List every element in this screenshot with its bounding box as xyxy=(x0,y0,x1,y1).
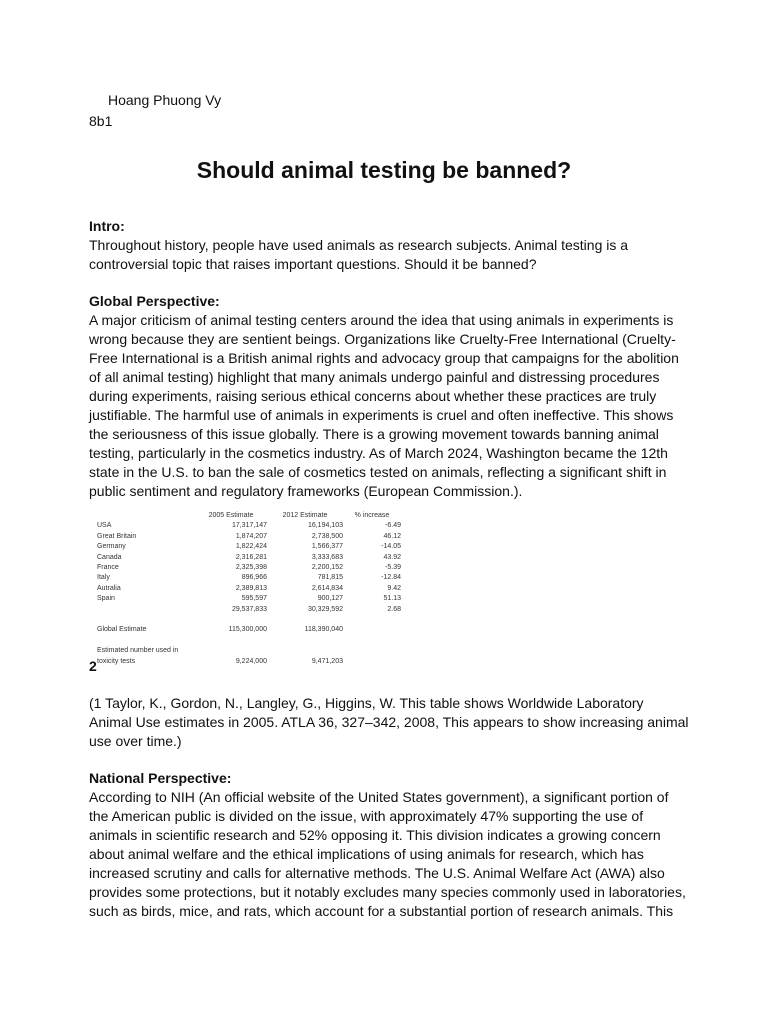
table-cell: 16,194,103 xyxy=(307,522,343,530)
table-caption xyxy=(89,694,689,751)
table-body xyxy=(97,521,401,667)
global-text: A major criticism of animal testing centers around the idea that using animals in experiments is wrong because they are sentient beings. Organizations like Cruelty-Free International (Cruelty-Free International is a British animal rights and advocacy group that campaigns for the abolition of all animal testing) highlight that many animals undergo painful and distressing procedures during experiments, raising serious ethical concerns about whether these practices are truly justifiable. The harmful use of animals in experiments is cruel and often ineffective. This shows the seriousness of this issue globally. There is a growing movement towards banning animal testing, particularly in the cosmetics industry. As of March 2024, Washington became the 12th state in the U.S. to ban the sale of cosmetics tested on animals, reflecting a significant shift in public sentiment and regulatory frameworks (European Commission.). xyxy=(89,312,679,499)
table-header-cell xyxy=(97,511,195,521)
table-cell: 2,325,398 xyxy=(235,564,267,572)
table-cell: 118,390,040 xyxy=(304,626,343,634)
table-cell xyxy=(195,636,267,646)
table-cell xyxy=(343,657,401,667)
table-cell: 1,874,207 xyxy=(235,532,267,540)
table-row xyxy=(97,532,401,542)
table-cell xyxy=(343,646,401,656)
table-row xyxy=(97,553,401,563)
page-title: Should animal testing be banned? xyxy=(196,157,572,183)
global-heading: Global Perspective: xyxy=(89,293,220,309)
table-cell xyxy=(343,636,401,646)
table-cell xyxy=(267,646,343,656)
table-row xyxy=(97,563,401,573)
table-cell: USA xyxy=(97,522,112,530)
table-row xyxy=(97,521,401,531)
table-cell: 2.68 xyxy=(387,605,401,613)
table-header-cell: 2012 Estimate xyxy=(282,512,328,519)
footnote-mark: 2 xyxy=(89,658,97,674)
table-cell: Great Britain xyxy=(97,532,137,540)
table-cell xyxy=(267,636,343,646)
table-cell: Italy xyxy=(97,574,110,582)
table-cell xyxy=(97,615,195,625)
table-cell xyxy=(343,625,401,635)
table-row xyxy=(97,625,401,635)
data-table xyxy=(97,511,401,667)
table-cell: 9.42 xyxy=(387,584,401,592)
table-cell xyxy=(97,605,195,615)
table-cell: Autralia xyxy=(97,584,121,592)
table-cell xyxy=(343,615,401,625)
author-name: Hoang Phuong Vy xyxy=(108,92,222,108)
table-cell: Germany xyxy=(97,543,126,551)
table-cell: 46.12 xyxy=(383,532,401,540)
intro-text: Throughout history, people have used animals as research subjects. Animal testing is a controversial topic that raises important questions. Should it be banned? xyxy=(89,237,629,272)
table-cell: Estimated number used in xyxy=(97,647,179,655)
national-section xyxy=(89,769,689,921)
class-label: 8b1 xyxy=(89,113,113,129)
table-header-row xyxy=(97,511,401,521)
table-row xyxy=(97,646,401,656)
national-text: According to NIH (An official website of the United States government), a significant portion of the American public is divided on the issue, with approximately 47% supporting the use of animals in scientific research and 52% opposing it. This division indicates a growing concern about animal welfare and the ethical implications of using animals for research, which has increased scrutiny and calls for alternative methods. The U.S. Animal Welfare Act (AWA) also provides some protections, but it notably excludes many species commonly used in laboratories, such as birds, mice, and rats, which account for a substantial portion of research animals. This xyxy=(89,789,686,919)
table-row xyxy=(97,542,401,552)
table-cell: 2,389,813 xyxy=(235,584,267,592)
table-cell: 29,537,833 xyxy=(231,605,267,613)
table-cell: 30,329,592 xyxy=(307,605,343,613)
table-header-cell: % increase xyxy=(354,512,390,519)
table-cell: 2,316,281 xyxy=(235,553,267,561)
table-cell: 115,300,000 xyxy=(228,626,267,634)
table-cell: 43.92 xyxy=(383,553,401,561)
global-section xyxy=(89,292,689,501)
table-cell: 896,966 xyxy=(241,574,267,582)
table-cell: France xyxy=(97,564,119,572)
national-heading: National Perspective: xyxy=(89,770,232,786)
table-cell: 1,822,424 xyxy=(235,543,267,551)
table-header-cell: 2005 Estimate xyxy=(208,512,254,519)
table-cell: 51.13 xyxy=(383,595,401,603)
table-cell: 781,815 xyxy=(317,574,343,582)
table-row xyxy=(97,636,401,646)
table-cell xyxy=(97,636,195,646)
table-cell: Spain xyxy=(97,595,115,603)
table-cell xyxy=(195,615,267,625)
intro-heading: Intro: xyxy=(89,218,125,234)
table-cell xyxy=(195,646,267,656)
table-row xyxy=(97,615,401,625)
table-row xyxy=(97,594,401,604)
table-row xyxy=(97,584,401,594)
table-row xyxy=(97,657,401,667)
table-cell xyxy=(267,615,343,625)
table-cell: 9,471,203 xyxy=(311,657,343,665)
table-cell: Canada xyxy=(97,553,122,561)
table-cell: 2,614,834 xyxy=(311,584,343,592)
table-cell: 17,317,147 xyxy=(231,522,267,530)
caption-text: (1 Taylor, K., Gordon, N., Langley, G., Higgins, W. This table shows Worldwide Laboratory Animal Use estimates in 2005. ATLA 36, 327–342, 2008, This appears to show increasing animal use over time.) xyxy=(89,695,689,749)
table-cell: Global Estimate xyxy=(97,626,147,634)
table-cell: -6.49 xyxy=(385,522,401,530)
table-cell: 2,738,500 xyxy=(311,532,343,540)
intro-section xyxy=(89,217,689,274)
table-cell: 1,566,377 xyxy=(311,543,343,551)
table-cell: 2,200,152 xyxy=(311,564,343,572)
table-cell: 9,224,000 xyxy=(235,657,267,665)
table-cell: 595,597 xyxy=(241,595,267,603)
table-cell: -14.05 xyxy=(381,543,401,551)
table-cell: 900,127 xyxy=(317,595,343,603)
table-row xyxy=(97,605,401,615)
table-row xyxy=(97,573,401,583)
table-cell: toxicity tests xyxy=(97,657,136,665)
table-cell: 3,333,683 xyxy=(311,553,343,561)
table-cell: -5.39 xyxy=(385,564,401,572)
table-cell: -12.84 xyxy=(381,574,401,582)
animal-use-table xyxy=(89,507,431,669)
